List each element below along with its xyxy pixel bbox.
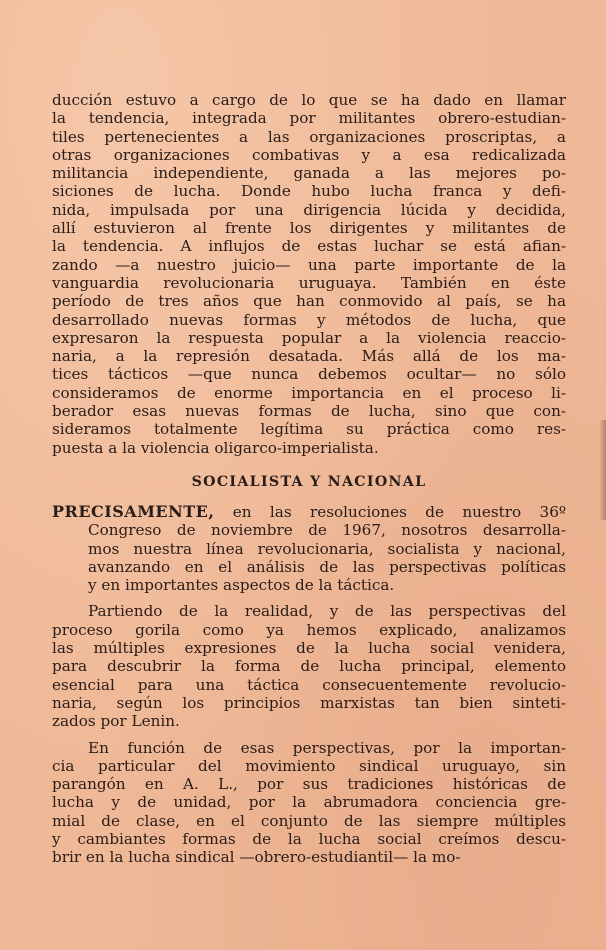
text-line: avanzando en el análisis de las perspectivas políticas: [88, 557, 566, 576]
text-line: mial de clase, en el conjunto de las siempre múltiples: [52, 811, 566, 830]
text-line: y en importantes aspectos de la táctica.: [88, 576, 395, 595]
text-line: para descubrir la forma de lucha principal, elemento: [52, 657, 566, 676]
text-line: zando —a nuestro juicio— una parte importante de la: [52, 255, 566, 274]
page-edge-shadow: [599, 420, 606, 520]
paragraph-2-first-line: [52, 503, 566, 521]
text-line: mos nuestra línea revolucionaria, socialista y nacional,: [88, 539, 566, 558]
text-line: Partiendo de la realidad, y de las perspectivas del: [88, 602, 566, 621]
text-line: puesta a la violencia oligarco-imperialista.: [52, 438, 379, 457]
text-column: [52, 91, 566, 867]
text-line: y cambiantes formas de la lucha social creímos descu-: [52, 829, 566, 848]
text-line: tiles pertenecientes a las organizaciones proscriptas, a: [52, 127, 566, 146]
text-line: zados por Lenin.: [52, 712, 180, 731]
text-line: militancia independiente, ganada a las mejores po-: [52, 164, 566, 183]
text-line: lucha y de unidad, por la abrumadora conciencia gre-: [52, 793, 566, 812]
text-line: otras organizaciones combativas y a esa redicalizada: [52, 145, 566, 164]
text-line: siciones de lucha. Donde hubo lucha franca y defi-: [52, 182, 566, 201]
paragraph-2: [52, 503, 566, 594]
text-line: berador esas nuevas formas de lucha, sino que con-: [52, 402, 566, 421]
text-line: tices tácticos —que nunca debemos ocultar— no sólo: [52, 365, 566, 384]
text-line: consideramos de enorme importancia en el proceso li-: [52, 383, 566, 402]
first-line-rest: en las resoluciones de nuestro 36º: [232, 502, 567, 521]
dropcap-word: PRECISAMENTE,: [52, 501, 215, 521]
text-line: período de tres años que han conmovido al país, se ha: [52, 292, 566, 311]
text-line: En función de esas perspectivas, por la importan-: [88, 738, 566, 757]
text-line: brir en la lucha sindical —obrero-estudiantil— la mo-: [52, 848, 461, 867]
text-line: parangón en A. L., por sus tradiciones históricas de: [52, 775, 566, 794]
text-line: Congreso de noviembre de 1967, nosotros desarrolla-: [88, 521, 566, 540]
text-line: expresaron la respuesta popular a la violencia reaccio-: [52, 328, 566, 347]
text-line: sideramos totalmente legítima su práctica como res-: [52, 420, 566, 439]
text-line: la tendencia. A influjos de estas luchar se está afian-: [52, 237, 566, 256]
text-line: nida, impulsada por una dirigencia lúcida y decidida,: [52, 200, 566, 219]
text-line: proceso gorila como ya hemos explicado, analizamos: [52, 620, 566, 639]
text-line: la tendencia, integrada por militantes obrero-estudian-: [52, 109, 566, 128]
text-line: las múltiples expresiones de la lucha social venidera,: [52, 639, 566, 658]
text-line: cia particular del movimiento sindical uruguayo, sin: [52, 756, 566, 775]
text-line: desarrollado nuevas formas y métodos de lucha, que: [52, 310, 566, 329]
text-line: naria, a la represión desatada. Más allá de los ma-: [52, 347, 566, 366]
paragraph-4: [52, 739, 566, 867]
text-line: ducción estuvo a cargo de lo que se ha dado en llamar: [52, 91, 566, 109]
text-line: naria, según los principios marxistas tan bien sinteti-: [52, 693, 566, 712]
paragraph-1: [52, 91, 566, 457]
text-line: esencial para una táctica consecuentemente revolucio-: [52, 675, 566, 694]
text-line: vanguardia revolucionaria uruguaya. También en éste: [52, 273, 566, 292]
paragraph-3: [52, 602, 566, 730]
text-line: allí estuvieron al frente los dirigentes y militantes de: [52, 219, 566, 238]
section-heading: SOCIALISTA Y NACIONAL: [191, 473, 427, 490]
